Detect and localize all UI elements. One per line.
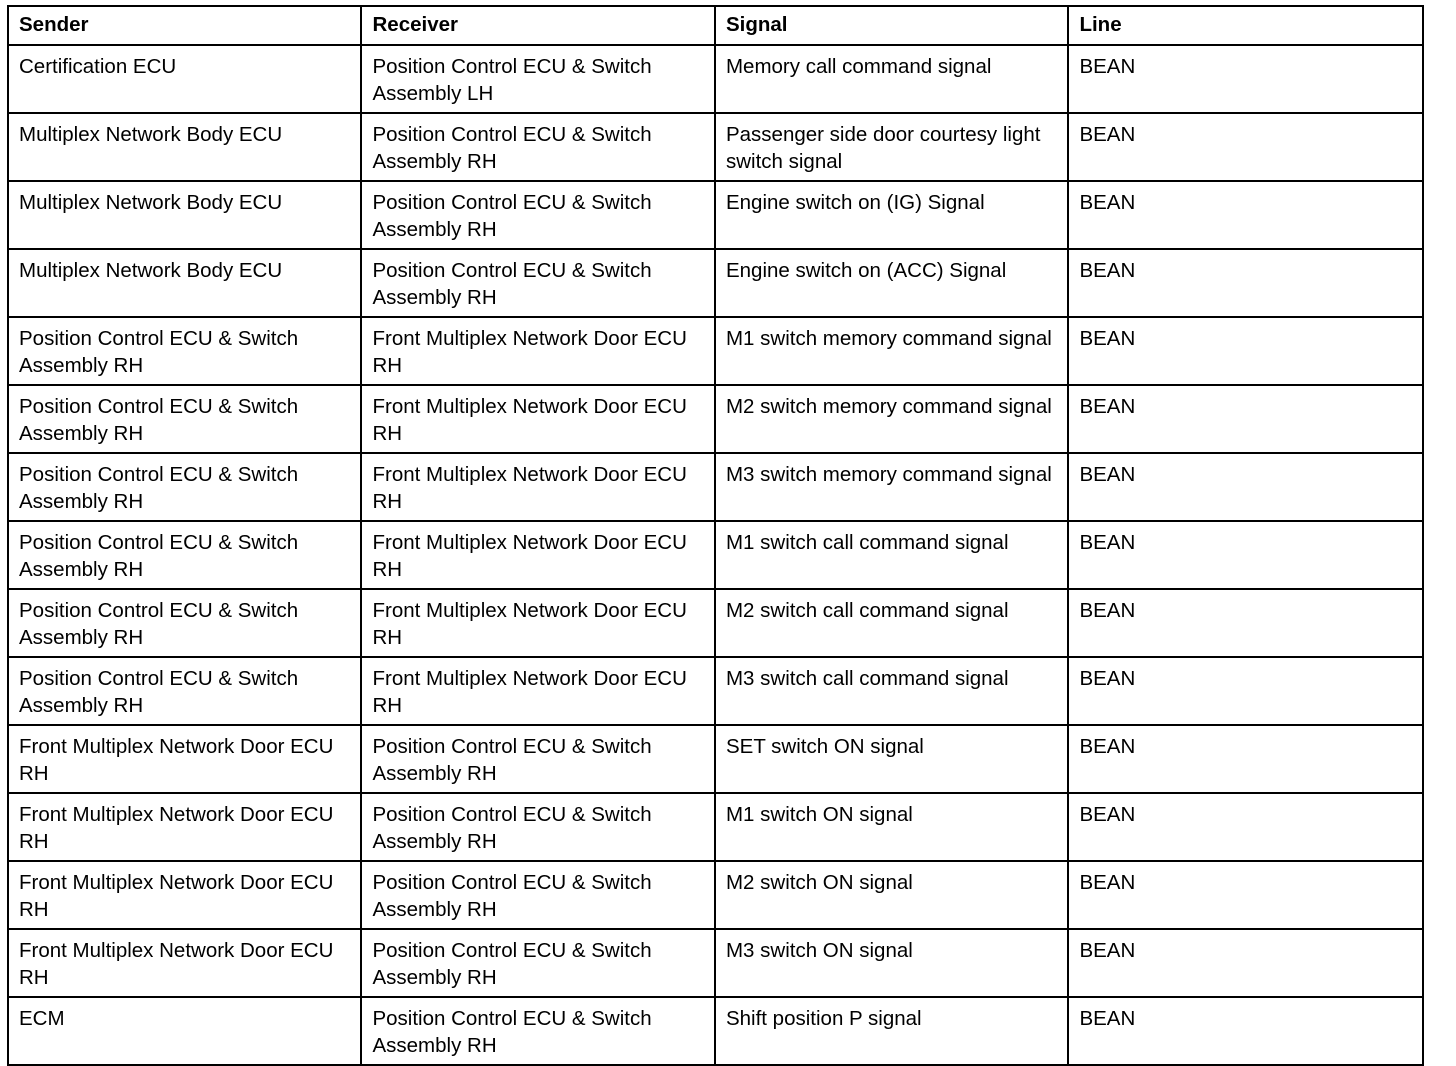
table-row — [8, 45, 1423, 113]
cell-signal: M1 switch call command signal — [715, 521, 1068, 589]
table-row — [8, 181, 1423, 249]
cell-receiver: Front Multiplex Network Door ECU RH — [361, 317, 714, 385]
cell-receiver: Front Multiplex Network Door ECU RH — [361, 385, 714, 453]
cell-receiver: Front Multiplex Network Door ECU RH — [361, 589, 714, 657]
cell-signal: M1 switch memory command signal — [715, 317, 1068, 385]
cell-sender: Position Control ECU & Switch Assembly RH — [8, 589, 361, 657]
cell-line: BEAN — [1068, 45, 1423, 113]
cell-receiver: Position Control ECU & Switch Assembly RH — [361, 793, 714, 861]
cell-sender: Position Control ECU & Switch Assembly RH — [8, 385, 361, 453]
header-signal: Signal — [715, 6, 1068, 45]
cell-sender: Certification ECU — [8, 45, 361, 113]
cell-signal: SET switch ON signal — [715, 725, 1068, 793]
cell-line: BEAN — [1068, 725, 1423, 793]
cell-receiver: Position Control ECU & Switch Assembly RH — [361, 249, 714, 317]
table-header — [8, 6, 1423, 45]
cell-line: BEAN — [1068, 453, 1423, 521]
cell-sender: Position Control ECU & Switch Assembly RH — [8, 317, 361, 385]
header-line: Line — [1068, 6, 1423, 45]
cell-signal: Passenger side door courtesy light switch signal — [715, 113, 1068, 181]
cell-signal: Engine switch on (IG) Signal — [715, 181, 1068, 249]
cell-signal: M2 switch ON signal — [715, 861, 1068, 929]
header-row — [8, 6, 1423, 45]
cell-sender: Front Multiplex Network Door ECU RH — [8, 725, 361, 793]
cell-receiver: Position Control ECU & Switch Assembly RH — [361, 929, 714, 997]
table-row — [8, 861, 1423, 929]
cell-signal: M3 switch call command signal — [715, 657, 1068, 725]
cell-signal: M1 switch ON signal — [715, 793, 1068, 861]
cell-sender: Position Control ECU & Switch Assembly RH — [8, 453, 361, 521]
cell-receiver: Position Control ECU & Switch Assembly RH — [361, 861, 714, 929]
cell-receiver: Position Control ECU & Switch Assembly LH — [361, 45, 714, 113]
cell-receiver: Front Multiplex Network Door ECU RH — [361, 453, 714, 521]
header-receiver: Receiver — [361, 6, 714, 45]
cell-sender: Front Multiplex Network Door ECU RH — [8, 793, 361, 861]
table-row — [8, 997, 1423, 1065]
cell-receiver: Position Control ECU & Switch Assembly RH — [361, 997, 714, 1065]
cell-signal: M2 switch call command signal — [715, 589, 1068, 657]
table-row — [8, 793, 1423, 861]
cell-sender: Front Multiplex Network Door ECU RH — [8, 861, 361, 929]
cell-line: BEAN — [1068, 317, 1423, 385]
cell-sender: Position Control ECU & Switch Assembly RH — [8, 521, 361, 589]
table-row — [8, 589, 1423, 657]
cell-line: BEAN — [1068, 249, 1423, 317]
cell-line: BEAN — [1068, 589, 1423, 657]
cell-line: BEAN — [1068, 385, 1423, 453]
cell-line: BEAN — [1068, 997, 1423, 1065]
cell-signal: Engine switch on (ACC) Signal — [715, 249, 1068, 317]
cell-line: BEAN — [1068, 657, 1423, 725]
cell-signal: M2 switch memory command signal — [715, 385, 1068, 453]
cell-sender: Multiplex Network Body ECU — [8, 249, 361, 317]
cell-sender: Multiplex Network Body ECU — [8, 113, 361, 181]
table-row — [8, 521, 1423, 589]
table-row — [8, 249, 1423, 317]
table-row — [8, 929, 1423, 997]
cell-signal: Shift position P signal — [715, 997, 1068, 1065]
table-row — [8, 113, 1423, 181]
table-body — [8, 45, 1423, 1065]
cell-line: BEAN — [1068, 929, 1423, 997]
cell-sender: Position Control ECU & Switch Assembly RH — [8, 657, 361, 725]
cell-receiver: Position Control ECU & Switch Assembly RH — [361, 181, 714, 249]
cell-signal: M3 switch memory command signal — [715, 453, 1068, 521]
table-row — [8, 385, 1423, 453]
signal-table — [7, 5, 1424, 1066]
cell-line: BEAN — [1068, 861, 1423, 929]
cell-sender: ECM — [8, 997, 361, 1065]
table-row — [8, 657, 1423, 725]
table-row — [8, 317, 1423, 385]
table-row — [8, 453, 1423, 521]
cell-receiver: Position Control ECU & Switch Assembly RH — [361, 725, 714, 793]
cell-receiver: Position Control ECU & Switch Assembly RH — [361, 113, 714, 181]
cell-receiver: Front Multiplex Network Door ECU RH — [361, 657, 714, 725]
signal-table-container — [7, 5, 1424, 1066]
cell-line: BEAN — [1068, 181, 1423, 249]
cell-line: BEAN — [1068, 521, 1423, 589]
table-row — [8, 725, 1423, 793]
cell-signal: M3 switch ON signal — [715, 929, 1068, 997]
header-sender: Sender — [8, 6, 361, 45]
cell-signal: Memory call command signal — [715, 45, 1068, 113]
cell-sender: Front Multiplex Network Door ECU RH — [8, 929, 361, 997]
cell-sender: Multiplex Network Body ECU — [8, 181, 361, 249]
cell-line: BEAN — [1068, 113, 1423, 181]
cell-line: BEAN — [1068, 793, 1423, 861]
cell-receiver: Front Multiplex Network Door ECU RH — [361, 521, 714, 589]
